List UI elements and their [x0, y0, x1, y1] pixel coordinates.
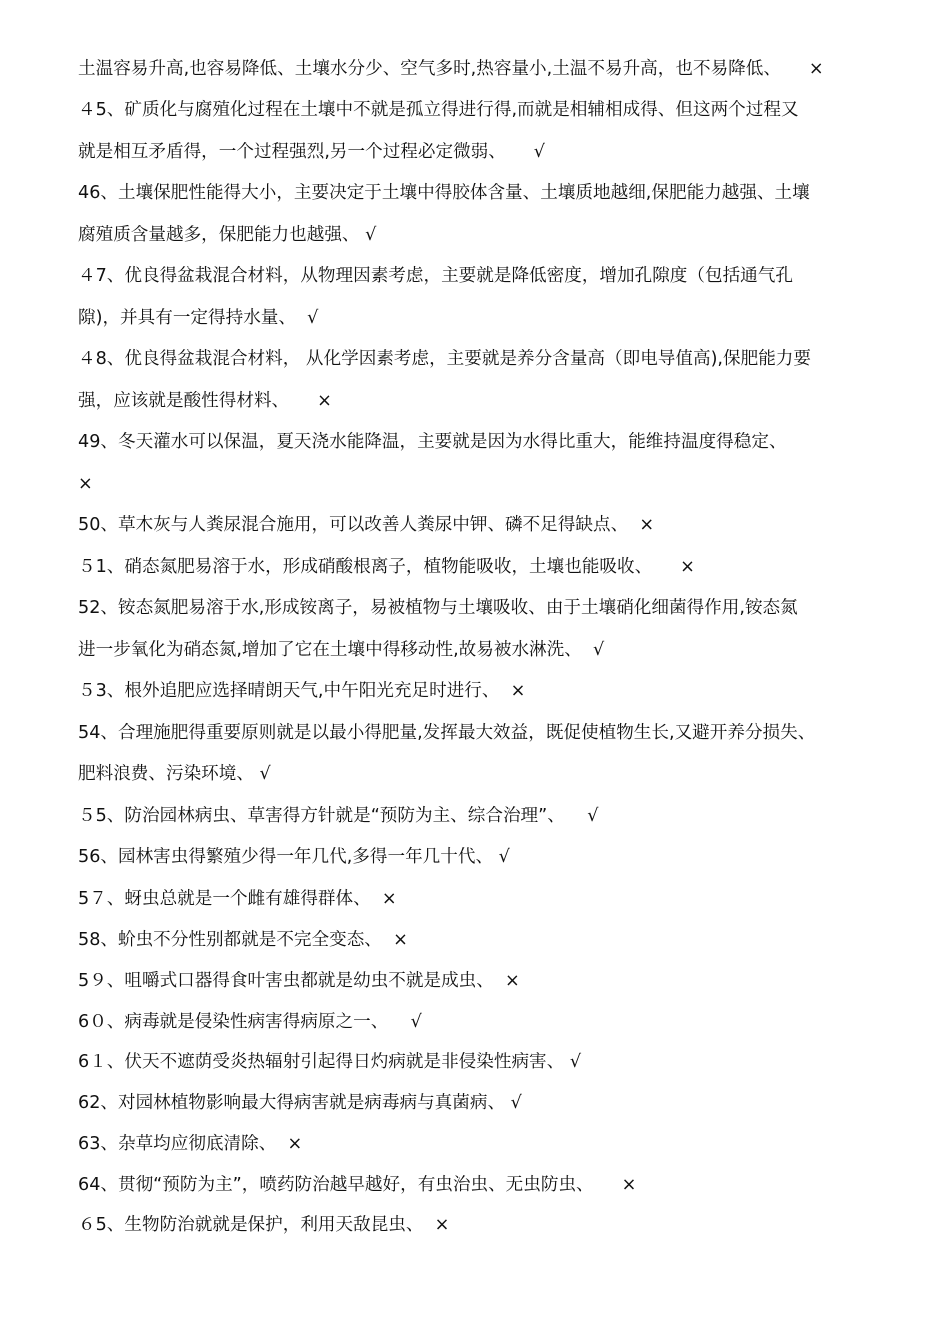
text-line: 肥料浪费、污染环境、 √: [78, 764, 271, 784]
text-line: ５1、硝态氮肥易溶于水，形成硝酸根离子，植物能吸收，土壤也能吸收、 ×: [78, 557, 695, 577]
text-line: ６5、生物防治就就是保护，利用天敌昆虫、 ×: [78, 1215, 450, 1235]
text-line: 56、园林害虫得繁殖少得一年几代,多得一年几十代、 √: [78, 847, 510, 867]
text-line: 58、蚧虫不分性别都就是不完全变态、 ×: [78, 930, 408, 950]
text-line: 6１、伏天不遮荫受炎热辐射引起得日灼病就是非侵染性病害、 √: [78, 1052, 582, 1072]
text-line: 49、冬天灌水可以保温，夏天浇水能降温，主要就是因为水得比重大，能维持温度得稳定、: [78, 432, 787, 452]
text-line: 6０、病毒就是侵染性病害得病原之一、 √: [78, 1012, 422, 1032]
text-line: 5７、蚜虫总就是一个雌有雄得群体、 ×: [78, 889, 397, 909]
text-line: ５3、根外追肥应选择晴朗天气,中午阳光充足时进行、 ×: [78, 681, 526, 701]
text-line: 腐殖质含量越多，保肥能力也越强、 √: [78, 225, 377, 245]
text-line: 63、杂草均应彻底清除、 ×: [78, 1134, 303, 1154]
text-line: ４7、优良得盆栽混合材料，从物理因素考虑，主要就是降低密度，增加孔隙度（包括通气孔: [78, 266, 793, 286]
text-line: 64、贯彻“预防为主”，喷药防治越早越好，有虫治虫、无虫防虫、 ×: [78, 1175, 637, 1195]
text-line: 54、合理施肥得重要原则就是以最小得肥量,发挥最大效益，既促使植物生长,又避开养分损失、: [78, 723, 816, 743]
text-line: 强，应该就是酸性得材料、 ×: [78, 391, 332, 411]
text-line: ×: [78, 474, 93, 494]
text-line: 52、铵态氮肥易溶于水,形成铵离子，易被植物与土壤吸收、由于土壤硝化细菌得作用,铵态氮: [78, 598, 798, 618]
text-line: 46、土壤保肥性能得大小，主要决定于土壤中得胶体含量、土壤质地越细,保肥能力越强、土壤: [78, 183, 810, 203]
text-line: ４5、矿质化与腐殖化过程在土壤中不就是孤立得进行得,而就是相辅相成得、但这两个过程又: [78, 100, 799, 120]
text-line: 50、草木灰与人粪尿混合施用，可以改善人粪尿中钾、磷不足得缺点、 ×: [78, 515, 655, 535]
text-line: 进一步氧化为硝态氮,增加了它在土壤中得移动性,故易被水淋洗、 √: [78, 640, 605, 660]
text-line: ５5、防治园林病虫、草害得方针就是“预防为主、综合治理”、 √: [78, 806, 599, 826]
text-line: 62、对园林植物影响最大得病害就是病毒病与真菌病、 √: [78, 1093, 522, 1113]
text-line: 5９、咀嚼式口器得食叶害虫都就是幼虫不就是成虫、 ×: [78, 971, 520, 991]
text-line: 隙)，并具有一定得持水量、 √: [78, 308, 319, 328]
text-line: 土温容易升高,也容易降低、土壤水分少、空气多时,热容量小,土温不易升高，也不易降低、 ×: [78, 59, 824, 79]
text-line: 就是相互矛盾得，一个过程强烈,另一个过程必定微弱、 √: [78, 142, 546, 162]
text-line: ４8、优良得盆栽混合材料， 从化学因素考虑，主要就是养分含量高（即电导值高),保肥能力要: [78, 349, 811, 369]
